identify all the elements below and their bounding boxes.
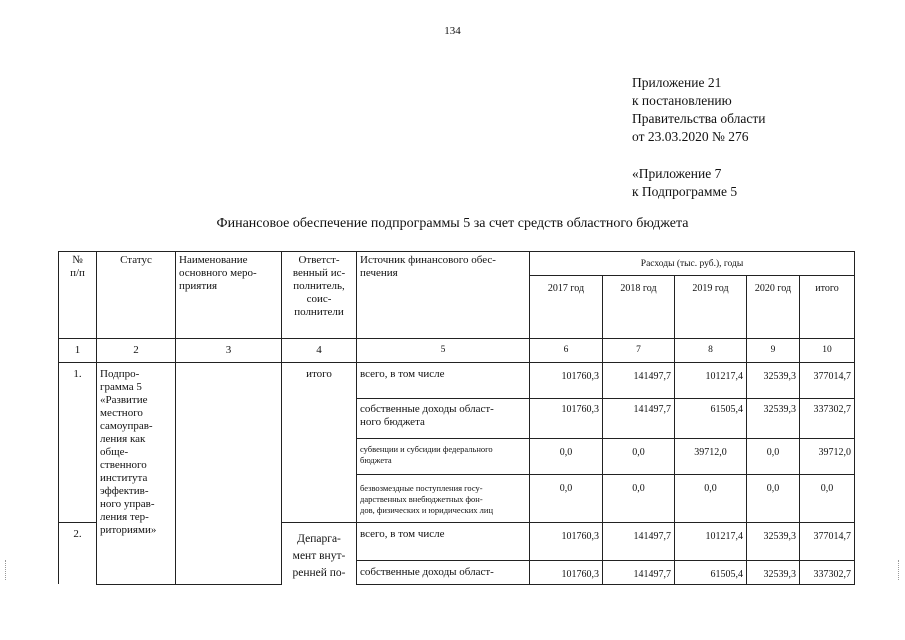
header-total: итого <box>800 276 855 339</box>
value-cell: 0,0 <box>675 475 747 523</box>
value-cell: 0,0 <box>530 439 603 475</box>
value-cell: 141497,7 <box>603 363 675 399</box>
value-cell: 0,0 <box>530 475 603 523</box>
row-event <box>176 363 282 585</box>
value-cell: 377014,7 <box>800 363 855 399</box>
source-label: собственные доходы област- ного бюджета <box>357 399 530 439</box>
header-num: № п/п <box>59 252 97 339</box>
row-executor: Депарга- мент внут- ренней по- <box>282 523 357 585</box>
header-executor: Ответст- венный ис- полнитель, соис- полнители <box>282 252 357 339</box>
value-cell: 0,0 <box>747 475 800 523</box>
document-title: Финансовое обеспечение подпрограммы 5 за счет средств областного бюджета <box>216 216 689 231</box>
appendix-line: от 23.03.2020 № 276 <box>632 129 749 144</box>
appendix-line: Приложение 21 <box>632 75 722 90</box>
value-cell: 32539,3 <box>747 560 800 584</box>
value-cell: 101760,3 <box>530 523 603 561</box>
col-number: 9 <box>747 339 800 363</box>
value-cell: 141497,7 <box>603 560 675 584</box>
appendix-block <box>632 74 765 201</box>
source-label: собственные доходы област- <box>357 560 530 584</box>
header-event: Наименование основного меро- приятия <box>176 252 282 339</box>
value-cell: 0,0 <box>603 475 675 523</box>
col-number: 10 <box>800 339 855 363</box>
row-status: Подпро- грамма 5 «Развитие местного самоуправ- ления как обще- ственного института эффектив- ного управ- ления тер- риториями» <box>97 363 176 585</box>
col-number: 2 <box>97 339 176 363</box>
value-cell: 32539,3 <box>747 363 800 399</box>
col-number: 8 <box>675 339 747 363</box>
scan-edge-mark <box>898 560 900 580</box>
value-cell: 101760,3 <box>530 363 603 399</box>
financing-table <box>58 251 855 585</box>
source-label: безвозмездные поступления госу- дарственных внебюджетных фон- дов, физических и юридических лиц <box>357 475 530 523</box>
header-year: 2018 год <box>603 276 675 339</box>
col-number: 7 <box>603 339 675 363</box>
value-cell: 61505,4 <box>675 399 747 439</box>
value-cell: 32539,3 <box>747 399 800 439</box>
scan-edge-mark <box>5 560 7 580</box>
value-cell: 61505,4 <box>675 560 747 584</box>
col-number: 6 <box>530 339 603 363</box>
value-cell: 141497,7 <box>603 523 675 561</box>
value-cell: 39712,0 <box>675 439 747 475</box>
value-cell: 337302,7 <box>800 560 855 584</box>
value-cell: 0,0 <box>800 475 855 523</box>
page-number: 134 <box>444 25 461 37</box>
col-number: 4 <box>282 339 357 363</box>
appendix-line: Правительства области <box>632 111 766 126</box>
header-status: Статус <box>97 252 176 339</box>
col-number: 5 <box>357 339 530 363</box>
row-num: 1. <box>59 363 97 523</box>
row-executor: итого <box>282 363 357 523</box>
header-year: 2019 год <box>675 276 747 339</box>
header-year: 2017 год <box>530 276 603 339</box>
col-number: 1 <box>59 339 97 363</box>
source-label: всего, в том числе <box>357 363 530 399</box>
value-cell: 337302,7 <box>800 399 855 439</box>
appendix-line: к постановлению <box>632 93 732 108</box>
value-cell: 101760,3 <box>530 560 603 584</box>
value-cell: 101217,4 <box>675 523 747 561</box>
value-cell: 141497,7 <box>603 399 675 439</box>
header-year: 2020 год <box>747 276 800 339</box>
appendix-subline: «Приложение 7 <box>632 166 722 181</box>
value-cell: 377014,7 <box>800 523 855 561</box>
value-cell: 32539,3 <box>747 523 800 561</box>
value-cell: 0,0 <box>747 439 800 475</box>
value-cell: 101217,4 <box>675 363 747 399</box>
source-label: субвенции и субсидии федерального бюджета <box>357 439 530 475</box>
header-expenses: Расходы (тыс. руб.), годы <box>530 252 855 276</box>
value-cell: 101760,3 <box>530 399 603 439</box>
source-label: всего, в том числе <box>357 523 530 561</box>
value-cell: 39712,0 <box>800 439 855 475</box>
row-num: 2. <box>59 523 97 585</box>
appendix-subline: к Подпрограмме 5 <box>632 184 738 199</box>
col-number: 3 <box>176 339 282 363</box>
header-source: Источник финансового обес- печения <box>357 252 530 339</box>
value-cell: 0,0 <box>603 439 675 475</box>
